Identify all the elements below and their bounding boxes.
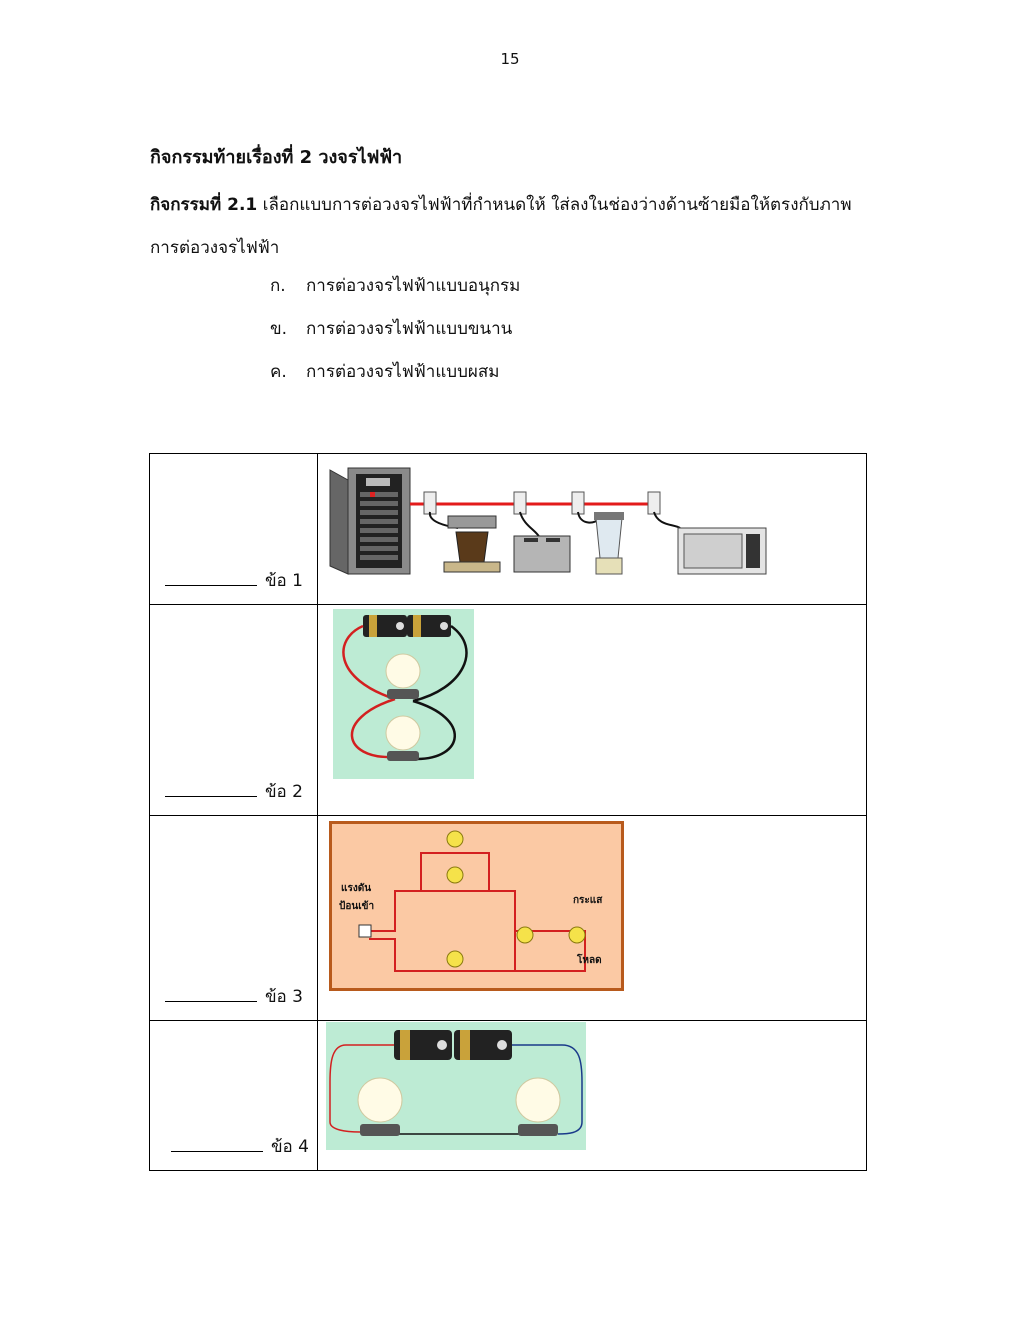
activity-instruction [150, 184, 880, 270]
answer-cell [150, 816, 318, 1021]
series-circuit-figure [326, 1022, 586, 1150]
household-circuit-figure [328, 466, 778, 578]
mixed-circuit-figure [329, 821, 624, 991]
question-label: ข้อ 3 [264, 987, 303, 1007]
section-heading: กิจกรรมท้ายเรื่องที่ 2 วงจรไฟฟ้า [150, 147, 403, 168]
answer-cell [150, 605, 318, 816]
activity-text: เลือกแบบการต่อวงจรไฟฟ้าที่กำหนดให้ ใส่ลงในช่องว่างด้านซ้ายมือให้ตรงกับภาพการต่อวงจรไฟฟ้า [150, 195, 852, 258]
figure-cell [318, 605, 867, 816]
answer-blank[interactable] [165, 1001, 257, 1002]
question-row [150, 454, 867, 605]
current-label: กระแส [573, 895, 603, 906]
activity-label: กิจกรรมที่ 2.1 [150, 195, 258, 215]
question-label: ข้อ 1 [264, 571, 303, 591]
question-table [149, 453, 867, 1171]
question-row [150, 1021, 867, 1171]
answer-blank[interactable] [171, 1151, 263, 1152]
figure-cell [318, 1021, 867, 1171]
option-item: ค. การต่อวงจรไฟฟ้าแบบผสม [270, 362, 500, 382]
page-number: 15 [500, 50, 520, 68]
question-label: ข้อ 4 [270, 1137, 309, 1157]
load-label: โหลด [577, 955, 602, 966]
option-item: ข. การต่อวงจรไฟฟ้าแบบขนาน [270, 319, 513, 339]
figure-cell [318, 816, 867, 1021]
question-label: ข้อ 2 [264, 782, 303, 802]
answer-cell [150, 454, 318, 605]
answer-cell [150, 1021, 318, 1171]
voltage-label-line2: ป้อนเข้า [339, 901, 375, 912]
parallel-circuit-figure [333, 609, 474, 779]
answer-blank[interactable] [165, 585, 257, 586]
voltage-label-line1: แรงดัน [341, 883, 372, 894]
answer-blank[interactable] [165, 796, 257, 797]
figure-cell [318, 454, 867, 605]
option-item: ก. การต่อวงจรไฟฟ้าแบบอนุกรม [270, 276, 521, 296]
question-row [150, 816, 867, 1021]
question-row [150, 605, 867, 816]
